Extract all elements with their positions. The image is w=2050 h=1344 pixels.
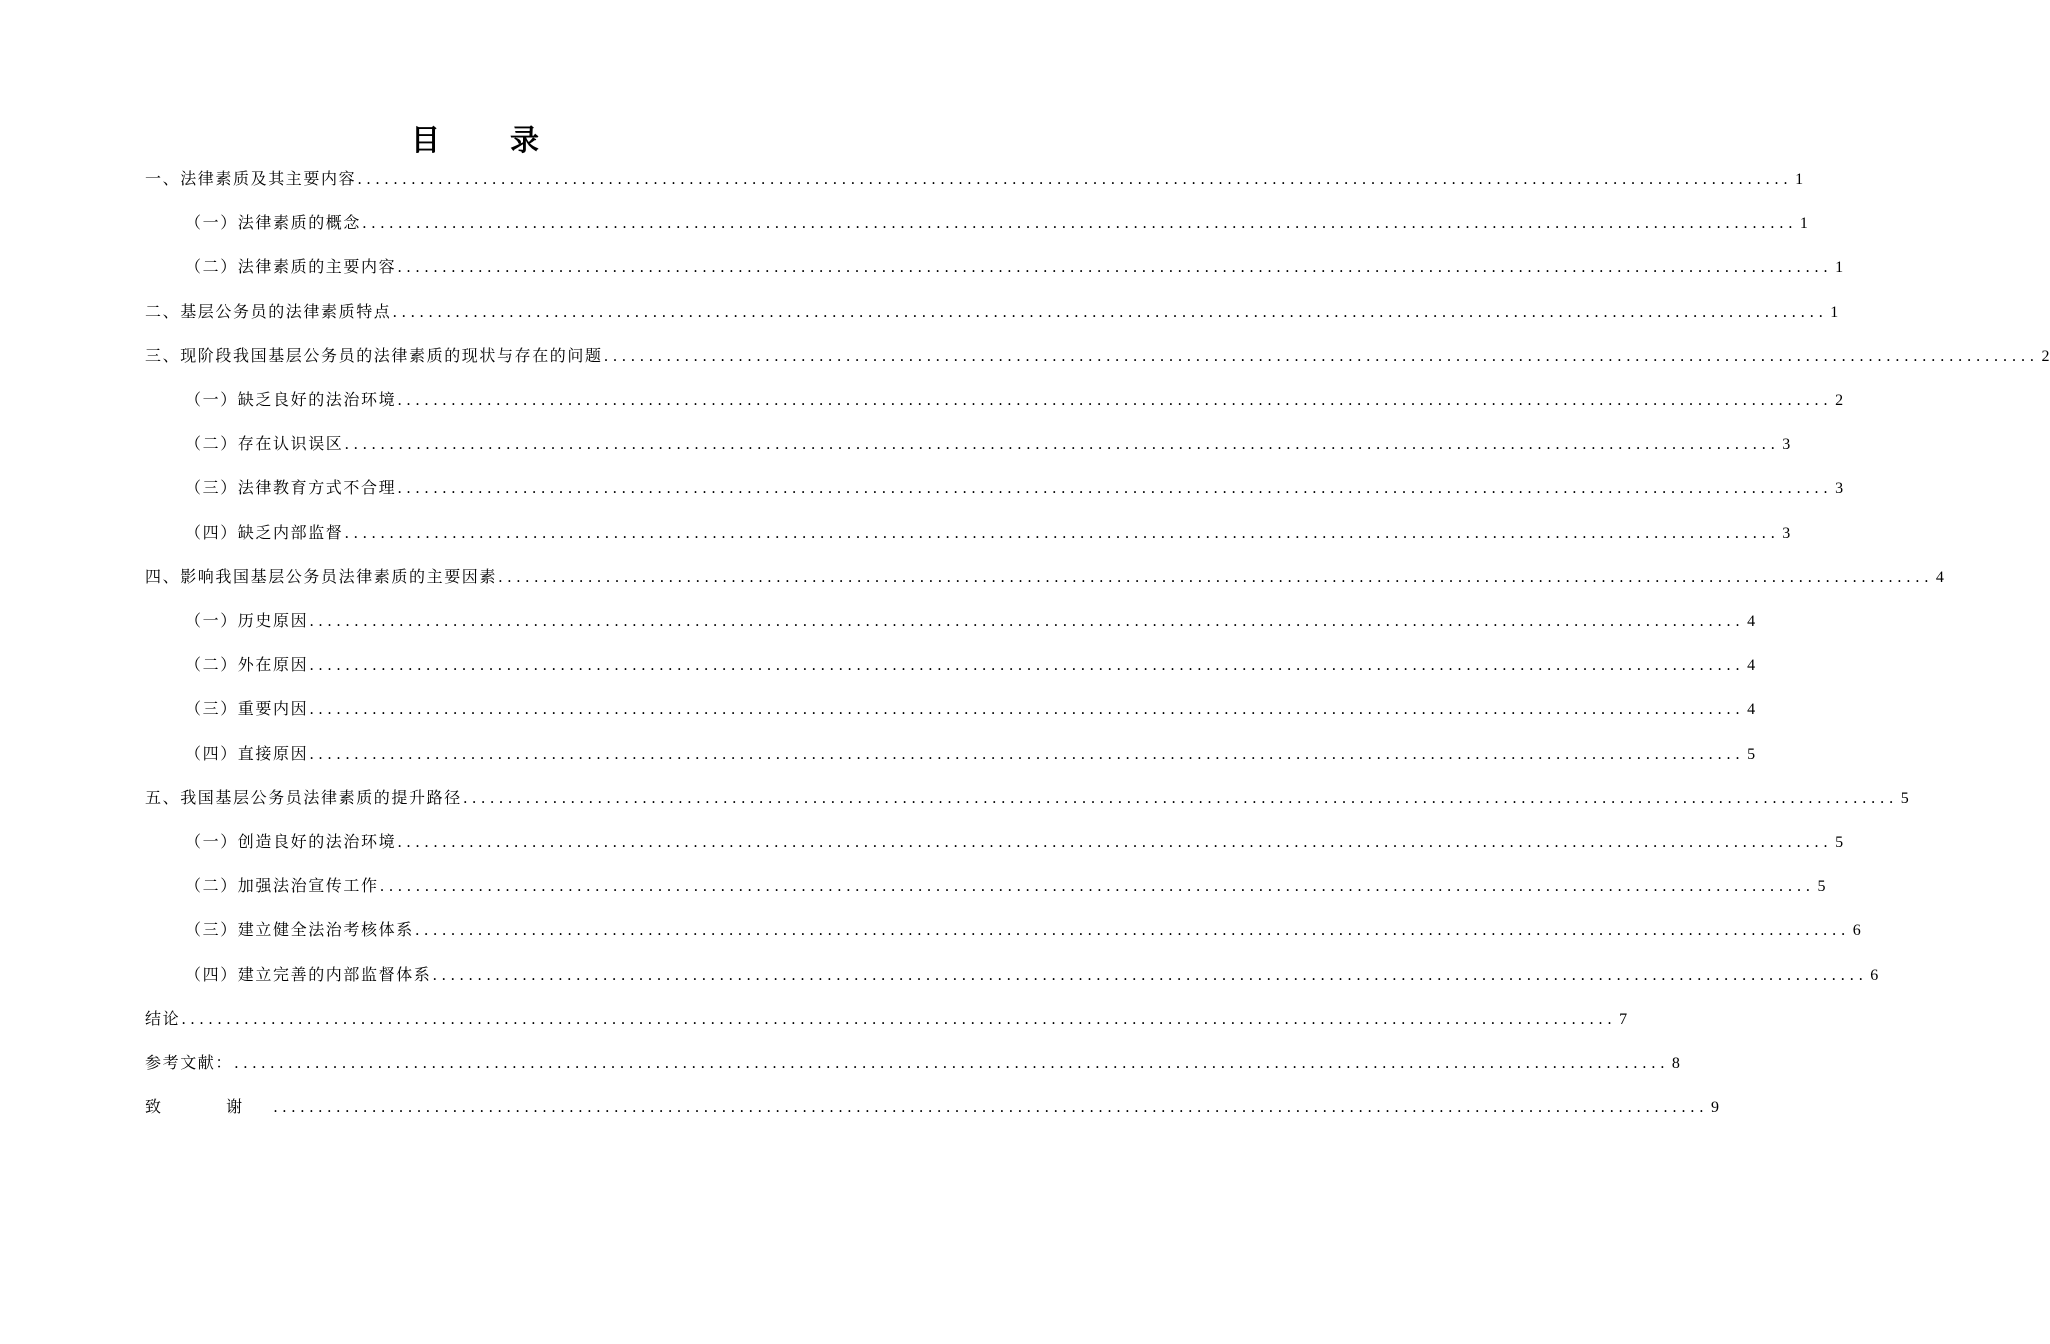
toc-dot-leader: ................................................................................................................................................................ <box>309 656 1745 675</box>
toc-entry[interactable] <box>185 694 1756 724</box>
toc-dot-leader: ................................................................................................................................................................ <box>397 391 1833 409</box>
toc-entry[interactable] <box>145 562 1944 592</box>
toc-dot-leader: ................................................................................................................................................................ <box>397 479 1833 498</box>
toc-page-number: 5 <box>1747 745 1756 763</box>
toc-dot-leader: ................................................................................................................................................................ <box>344 523 1780 542</box>
toc-entry-label: （一）缺乏良好的法治环境 <box>185 390 397 409</box>
toc-entry-label: （一）历史原因 <box>185 611 309 630</box>
toc-page-number: 3 <box>1782 436 1791 454</box>
toc-entry[interactable] <box>185 208 1808 238</box>
toc-entry[interactable] <box>185 518 1791 548</box>
toc-entry-label: （二）法律素质的主要内容 <box>185 257 397 277</box>
toc-dot-leader: ................................................................................................................................................................ <box>234 1054 1669 1072</box>
toc-entry-label: （四）直接原因 <box>185 743 309 763</box>
toc-entry-label: 参考文献： <box>145 1053 234 1072</box>
toc-dot-leader: ................................................................................................................................................................ <box>357 170 1793 188</box>
toc-entry[interactable] <box>185 650 1756 680</box>
toc-dot-leader: ................................................................................................................................................................ <box>498 567 1933 586</box>
toc-dot-leader: ................................................................................................................................................................ <box>181 1009 1617 1028</box>
toc-page-number: 4 <box>1747 613 1756 630</box>
toc-entry-label: （四）缺乏内部监督 <box>185 522 344 542</box>
toc-entry[interactable] <box>185 606 1756 636</box>
page-title: 目 录 <box>410 123 570 157</box>
toc-page-number: 1 <box>1830 303 1839 321</box>
toc-entry-label: （一）创造良好的法治环境 <box>185 832 397 851</box>
toc-page-number: 9 <box>1710 1099 1719 1117</box>
toc-page-number: 1 <box>1795 171 1804 188</box>
toc-page-number: 1 <box>1835 259 1844 277</box>
toc-entry-label: 一、法律素质及其主要内容 <box>145 169 357 188</box>
toc-page-number: 2 <box>2041 347 2050 365</box>
toc-entry[interactable] <box>145 1048 1680 1078</box>
toc-dot-leader: ................................................................................................................................................................ <box>432 965 1868 984</box>
toc-dot-leader: ................................................................................................................................................................ <box>344 435 1780 454</box>
toc-entry[interactable] <box>185 915 1861 945</box>
toc-entry[interactable] <box>185 429 1791 459</box>
toc-entry-label: 致 谢 <box>145 1097 273 1117</box>
toc-page-number: 8 <box>1671 1055 1680 1072</box>
toc-page-number: 7 <box>1619 1010 1628 1028</box>
toc-entry-label: 五、我国基层公务员法律素质的提升路径 <box>145 787 462 807</box>
toc-entry[interactable] <box>145 341 2050 371</box>
toc-entry[interactable] <box>185 739 1756 769</box>
toc-page-number: 3 <box>1835 480 1844 498</box>
toc-entry[interactable] <box>145 297 1839 327</box>
toc-page-number: 4 <box>1935 568 1944 586</box>
toc-entry-label: （二）加强法治宣传工作 <box>185 876 379 896</box>
toc-entry[interactable] <box>185 473 1844 503</box>
toc-dot-leader: ................................................................................................................................................................ <box>273 1098 1708 1117</box>
toc-dot-leader: ................................................................................................................................................................ <box>397 258 1833 277</box>
toc-dot-leader: ................................................................................................................................................................ <box>309 612 1745 630</box>
toc-entry-label: （四）建立完善的内部监督体系 <box>185 964 432 984</box>
toc-entry-label: （二）存在认识误区 <box>185 434 344 454</box>
toc-entry-label: 四、影响我国基层公务员法律素质的主要因素 <box>145 566 498 586</box>
toc-dot-leader: ................................................................................................................................................................ <box>392 302 1828 321</box>
toc-entry-label: （三）法律教育方式不合理 <box>185 478 397 498</box>
toc-entry[interactable] <box>185 960 1879 990</box>
toc-dot-leader: ................................................................................................................................................................ <box>379 877 1815 896</box>
toc-entry[interactable] <box>145 1004 1628 1034</box>
toc-page-number: 3 <box>1782 524 1791 542</box>
toc-entry-label: （一）法律素质的概念 <box>185 213 362 233</box>
toc-dot-leader: ................................................................................................................................................................ <box>309 744 1745 763</box>
toc-dot-leader: ................................................................................................................................................................ <box>397 833 1833 851</box>
toc-page-number: 5 <box>1817 878 1826 896</box>
toc-entry[interactable] <box>145 783 1909 813</box>
toc-page-number: 2 <box>1835 392 1844 409</box>
toc-entry[interactable] <box>145 1092 1719 1122</box>
toc-page-number: 5 <box>1835 834 1844 851</box>
toc-entry[interactable] <box>185 827 1844 857</box>
toc-dot-leader: ................................................................................................................................................................ <box>462 788 1898 807</box>
toc-entry[interactable] <box>145 164 1804 194</box>
toc-entry[interactable] <box>185 252 1844 282</box>
toc-entry[interactable] <box>185 385 1844 415</box>
toc-entry[interactable] <box>185 871 1826 901</box>
toc-entry-label: （二）外在原因 <box>185 655 309 675</box>
toc-page-number: 4 <box>1747 657 1756 675</box>
toc-entry-label: 结论 <box>145 1008 181 1028</box>
toc-entry-label: （三）建立健全法治考核体系 <box>185 920 414 940</box>
toc-page-number: 6 <box>1852 922 1861 940</box>
toc-entry-label: 三、现阶段我国基层公务员的法律素质的现状与存在的问题 <box>145 345 603 365</box>
toc-dot-leader: ................................................................................................................................................................ <box>603 346 2039 365</box>
toc-page-number: 1 <box>1799 215 1808 233</box>
toc-entry-label: （三）重要内因 <box>185 699 309 719</box>
toc-dot-leader: ................................................................................................................................................................ <box>414 921 1850 940</box>
toc-dot-leader: ................................................................................................................................................................ <box>309 700 1745 719</box>
toc-entry-label: 二、基层公务员的法律素质特点 <box>145 301 392 321</box>
toc-page-number: 6 <box>1870 966 1879 984</box>
toc-page-number: 5 <box>1900 789 1909 807</box>
toc-dot-leader: ................................................................................................................................................................ <box>362 214 1797 233</box>
toc-page-number: 4 <box>1747 701 1756 719</box>
